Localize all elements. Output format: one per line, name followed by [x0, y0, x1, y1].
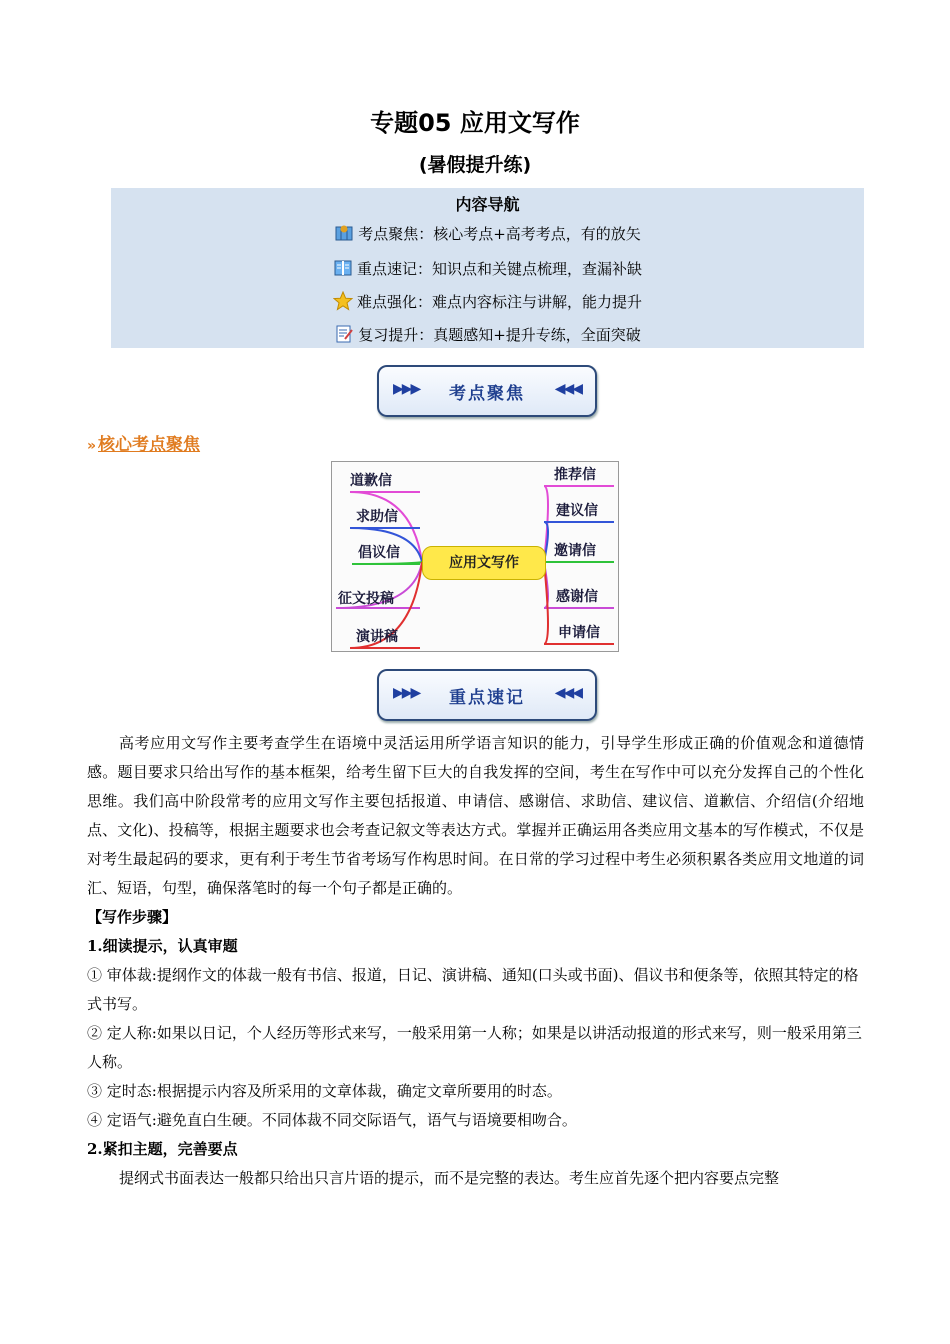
nav-item-difficulty [111, 291, 864, 312]
nav-item-label: 重点速记：知识点和关键点梳理，查漏补缺 [356, 260, 642, 278]
mindmap-node-right: 建议信 [556, 503, 598, 519]
intro-paragraph: 高考应用文写作主要考查学生在语境中灵活运用所学语言知识的能力，引导学生形成正确的价值观念和道德情感。题目要求只给出写作的基本框架，给考生留下巨大的自我发挥的空间，考生在写作中可以充分发挥自己的个性化思维。我们高中阶段常考的应用文写作主要包括报道、申请信、感谢信、求助信、建议信、道歉信、介绍信(介绍地点、文化)、投稿等，根据主题要求也会考查记叙文等表达方式。掌握并正确运用各类应用文基本的写作模式，不仅是对考生最起码的要求，更有利于考生节省考场写作构思时间。在日常的学习过程中考生必须积累各类应用文地道的词汇、短语，句型，确保落笔时的每一个句子都是正确的。 [87, 734, 864, 897]
mindmap-node-left: 倡议信 [358, 545, 400, 561]
nav-item-label: 难点强化：难点内容标注与讲解，能力提升 [356, 293, 642, 311]
step1-item: ① 审体裁:提纲作文的体裁一般有书信、报道，日记、演讲稿、通知(口头或书面)、倡议书和便条等，依照其特定的格式书写。 [87, 966, 859, 1013]
nav-title: 内容导航 [455, 195, 520, 214]
mindmap-node-right: 邀请信 [554, 543, 596, 559]
arrow-left-icon: ◀◀◀ [554, 685, 581, 701]
map-icon [334, 223, 354, 243]
banner-memo [377, 669, 597, 721]
mindmap-figure [331, 461, 619, 652]
nav-item-focus [111, 223, 864, 244]
nav-item-label: 复习提升：真题感知+提升专练，全面突破 [358, 326, 641, 344]
section-core-label: 核心考点聚焦 [98, 435, 201, 455]
star-icon [333, 291, 353, 311]
page-title: 专题05 应用文写作 [370, 109, 580, 137]
nav-item-memo [111, 258, 864, 279]
step1-heading: 1.细读提示，认真审题 [87, 937, 238, 955]
body-text [87, 729, 864, 1193]
arrow-right-icon: ▶▶▶ [393, 381, 420, 397]
nav-item-review [111, 324, 864, 345]
mindmap-node-left: 演讲稿 [356, 629, 398, 645]
banner-focus [377, 365, 597, 417]
steps-heading: 【写作步骤】 [87, 908, 178, 926]
mindmap-node-right: 申请信 [558, 625, 600, 641]
mindmap-center-node: 应用文写作 [422, 546, 546, 580]
banner-label: 重点速记 [449, 688, 525, 708]
content-nav-box [111, 188, 864, 348]
mindmap-node-right: 感谢信 [556, 589, 598, 605]
step1-item: ④ 定语气:避免直白生硬。不同体裁不同交际语气，语气与语境要相吻合。 [87, 1111, 577, 1129]
mindmap-node-left: 求助信 [356, 509, 398, 525]
mindmap-node-right: 推荐信 [554, 467, 596, 483]
arrow-left-icon: ◀◀◀ [554, 381, 581, 397]
page-subtitle: (暑假提升练) [418, 154, 532, 176]
step1-item: ② 定人称:如果以日记，个人经历等形式来写，一般采用第一人称；如果是以讲活动报道的形式来写，则一般采用第三人称。 [87, 1024, 862, 1071]
step2-heading: 2.紧扣主题，完善要点 [87, 1140, 238, 1158]
step1-item: ③ 定时态:根据提示内容及所采用的文章体裁，确定文章所要用的时态。 [87, 1082, 562, 1100]
banner-label: 考点聚焦 [449, 384, 525, 404]
notepad-icon [334, 324, 354, 344]
mindmap-node-left: 道歉信 [350, 473, 392, 489]
nav-item-label: 考点聚焦：核心考点+高考考点，有的放矢 [358, 225, 641, 243]
section-core-title [87, 430, 200, 455]
mindmap-node-left: 征文投稿 [338, 591, 394, 607]
arrow-right-icon: ▶▶▶ [393, 685, 420, 701]
double-chevron-icon: » [87, 438, 97, 454]
book-icon [333, 258, 353, 278]
step2-paragraph: 提纲式书面表达一般都只给出只言片语的提示，而不是完整的表达。考生应首先逐个把内容要点完整 [119, 1169, 780, 1187]
